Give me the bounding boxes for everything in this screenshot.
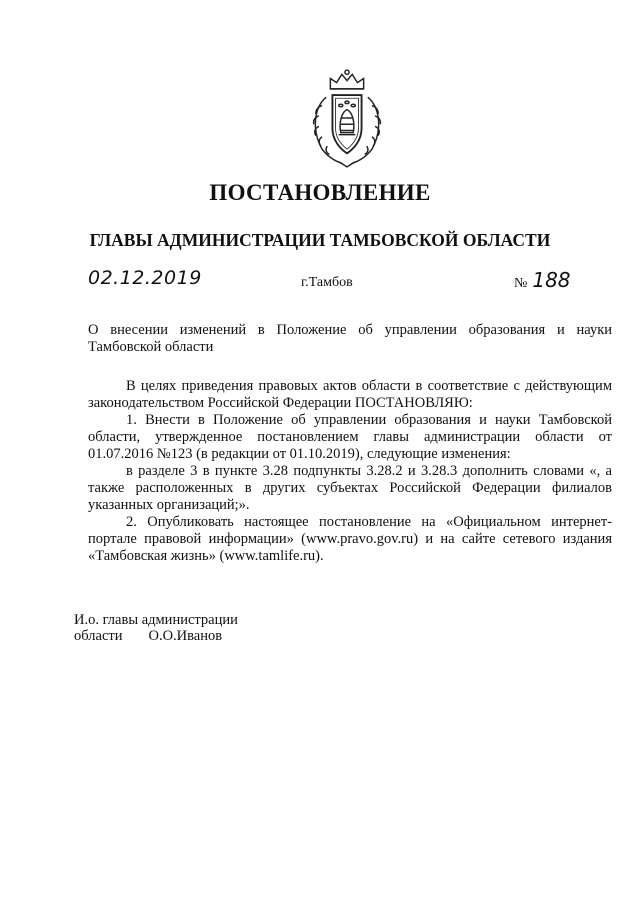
body-paragraph: в разделе 3 в пункте 3.28 подпункты 3.28.2 и 3.28.3 дополнить словами «, а также расположенных в других субъектах Российской Федерации филиалов указанных организаций;». [88,463,612,513]
coat-of-arms-emblem [295,66,399,170]
document-body [88,378,612,565]
city-label: г.Тамбов [301,275,353,290]
signature-block [74,612,238,644]
coat-of-arms-icon [295,66,399,170]
document-subtitle: ГЛАВЫ АДМИНИСТРАЦИИ ТАМБОВСКОЙ ОБЛАСТИ [89,230,551,250]
signer-position-cont: области [74,628,123,644]
body-paragraph: 2. Опубликовать настоящее постановление на «Официальном интернет-портале правовой информации» (www.pravo.gov.ru) и на сайте сетевого издания «Тамбовская жизнь» (www.tamlife.ru). [88,514,612,564]
signer-line [74,628,238,644]
handwritten-date: 02.12.2019 [88,267,202,289]
body-paragraph: В целях приведения правовых актов области в соответствие с действующим законодательством Российской Федерации ПОСТАНОВЛЯЮ: [88,378,612,411]
document-number [514,268,571,292]
document-subject: О внесении изменений в Положение об управлении образования и науки Тамбовской области [88,322,612,355]
body-paragraph: 1. Внести в Положение об управлении образования и науки Тамбовской области, утвержденное постановлением главы администрации области от 01.07.2016 №123 (в редакции от 01.10.2019), следующие изменения: [88,412,612,462]
number-sign: № [514,276,528,291]
signer-name: О.О.Иванов [148,628,223,644]
handwritten-number: 188 [532,268,571,292]
document-title: ПОСТАНОВЛЕНИЕ [209,180,431,205]
signer-position: И.о. главы администрации [74,612,238,628]
